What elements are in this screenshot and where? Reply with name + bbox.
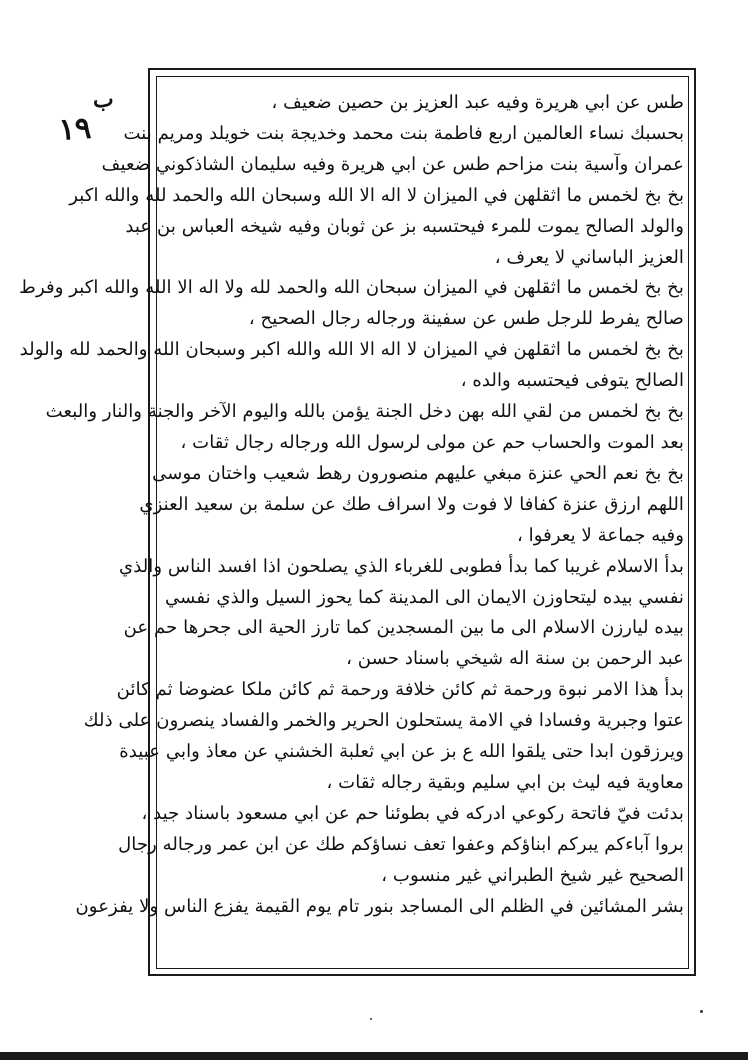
text-line: عتوا وجبرية وفسادا في الامة يستحلون الحرير والخمر والفساد ينصرون على ذلك xyxy=(83,710,684,732)
text-line: بدئت فيّ فاتحة ركوعي ادركه في بطوئنا حم عن ابي مسعود باسناد جيد ، xyxy=(141,802,684,824)
ink-speck xyxy=(700,1010,703,1013)
folio-digits: ١٩ xyxy=(57,110,93,148)
text-line: بدأ الاسلام غريبا كما بدأ فطوبى للغرباء الذي يصلحون اذا افسد الناس والذي xyxy=(118,555,684,577)
text-line: بيده ليارزن الاسلام الى ما بين المسجدين كما تارز الحية الى جحرها حم عن xyxy=(123,617,684,639)
text-line: بروا آباءكم يبركم ابناؤكم وعفوا تعف نساؤكم طك عن ابن عمر ورجاله رجال xyxy=(118,833,684,855)
text-line: عبد الرحمن بن سنة اله شيخي باسناد حسن ، xyxy=(346,648,684,670)
text-line: بخ بخ لخمس من لقي الله بهن دخل الجنة يؤمن بالله واليوم الآخر والجنة والنار والبعث xyxy=(45,401,684,423)
text-line: عمران وآسية بنت مزاحم طس عن ابي هريرة وفيه سليمان الشاذكوني ضعيف xyxy=(101,153,684,175)
text-line: بخ بخ لخمس ما اثقلهن في الميزان لا اله الا الله وسبحان الله والحمد لله والله اكبر xyxy=(69,184,684,206)
text-line: طس عن ابي هريرة وفيه عبد العزيز بن حصين ضعيف ، xyxy=(271,92,684,113)
text-line: الصحيح غير شيخ الطبراني غير منسوب ، xyxy=(381,864,684,886)
text-line: بخ بخ لخمس ما اثقلهن في الميزان سبحان الله والحمد لله ولا اله الا الله والله اكبر وفرط xyxy=(19,277,684,299)
text-line: اللهم ارزق عنزة كفافا لا فوت ولا اسراف طك عن سلمة بن سعيد العنزي xyxy=(139,493,684,515)
text-line: بخ بخ نعم الحي عنزة مبغي عليهم منصورون رهط شعيب واختان موسى xyxy=(152,462,684,484)
text-line: نفسي بيده ليتحاوزن الايمان الى المدينة كما يحوز السيل والذي نفسي xyxy=(164,586,684,608)
scan-bottom-edge xyxy=(0,1052,748,1060)
text-line: معاوية فيه ليث بن ابي سليم وبقية رجاله ثقات ، xyxy=(326,771,684,793)
text-line: بشر المشائين في الظلم الى المساجد بنور تام يوم القيمة يفزع الناس ولا يفزعون xyxy=(75,895,684,917)
folio-number xyxy=(56,88,116,146)
text-line: العزيز الباساني لا يعرف ، xyxy=(494,246,684,268)
text-line: بدأ هذا الامر نبوة ورحمة ثم كائن خلافة ورحمة ثم كائن ملكا عضوضا ثم كائن xyxy=(116,679,684,701)
folio-letter: ب xyxy=(91,86,115,114)
text-line: والولد الصالح يموت للمرء فيحتسبه بز عن ثوبان وفيه شيخه العباس بن عبد xyxy=(125,215,684,237)
text-line: صالح يفرط للرجل طس عن سفينة ورجاله رجال الصحيح ، xyxy=(248,308,684,330)
ink-speck xyxy=(370,1018,372,1020)
text-line: وفيه جماعة لا يعرفوا ، xyxy=(517,524,684,546)
text-line: ويرزقون ابدا حتى يلقوا الله ع بز عن ابي ثعلبة الخشني عن معاذ وابي عبيدة xyxy=(119,741,684,763)
text-line: بحسبك نساء العالمين اربع فاطمة بنت محمد وخديجة بنت خويلد ومريم بنت xyxy=(123,122,684,144)
text-line: بخ بخ لخمس ما اثقلهن في الميزان لا اله الا الله والله اكبر وسبحان الله والحمد لله والولد xyxy=(19,339,684,361)
text-line: الصالح يتوفى فيحتسبه والده ، xyxy=(460,370,684,392)
text-line: بعد الموت والحساب حم عن مولى لرسول الله ورجاله رجال ثقات ، xyxy=(180,431,684,453)
